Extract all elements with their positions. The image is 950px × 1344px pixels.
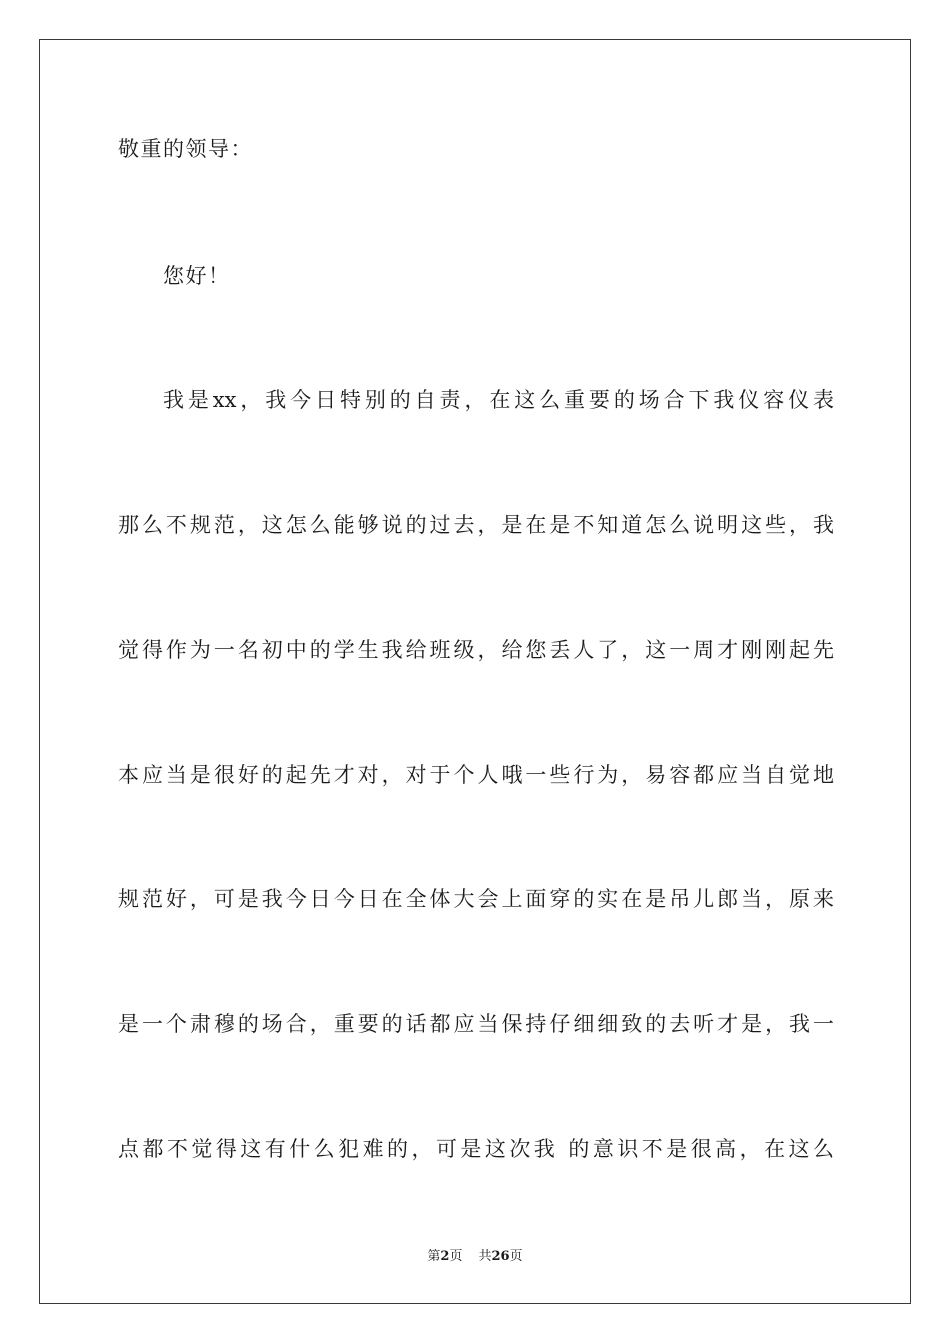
body-line-1: 我是xx，我今日特别的自责，在这么重要的场合下我仪容仪表 [163, 388, 834, 412]
footer-total-suffix: 页 [509, 1249, 523, 1264]
body-line-2: 那么不规范，这怎么能够说的过去，是在是不知道怎么说明这些，我 [118, 513, 834, 537]
body-line-4: 本应当是很好的起先才对，对于个人哦一些行为，易容都应当自觉地 [118, 763, 834, 787]
footer-page-number: 2 [440, 1249, 450, 1264]
footer-total-pages: 26 [491, 1249, 510, 1264]
footer-total-prefix: 共 [478, 1249, 492, 1264]
body-line-6: 是一个肃穆的场合，重要的话都应当保持仔细细致的去听才是，我一 [118, 1012, 834, 1036]
footer-page-suffix: 页 [449, 1249, 463, 1264]
body-line-7: 点都不觉得这有什么犯难的，可是这次我 的意识不是很高，在这么 [118, 1137, 834, 1161]
body-line-3: 觉得作为一名初中的学生我给班级，给您丢人了，这一周才刚刚起先 [118, 638, 834, 662]
greeting: 您好！ [163, 264, 231, 288]
body-line-5: 规范好，可是我今日今日在全体大会上面穿的实在是吊儿郎当，原来 [118, 887, 834, 911]
page-border [39, 39, 911, 1304]
salutation: 敬重的领导： [118, 137, 253, 161]
page-footer [0, 1248, 950, 1266]
footer-page-prefix: 第 [427, 1249, 441, 1264]
